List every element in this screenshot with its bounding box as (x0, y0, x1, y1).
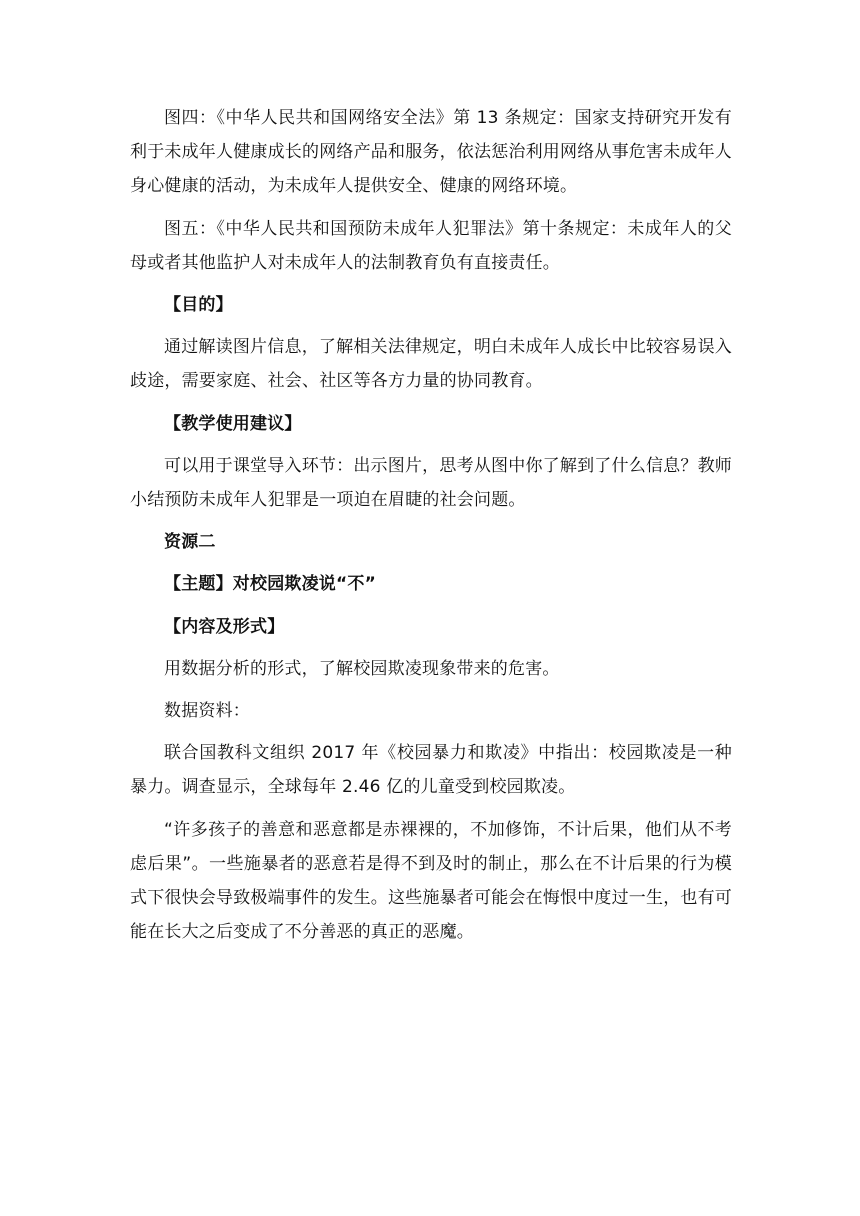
paragraph-data-analysis: 用数据分析的形式，了解校园欺凌现象带来的危害。 (164, 658, 560, 679)
heading-purpose: 【目的】 (164, 295, 233, 316)
paragraph-unesco-report: 联合国教科文组织 2017 年《校园暴力和欺凌》中指出：校园欺凌是一种暴力。调查显示，全球每年 2.46 亿的儿童受到校园欺凌。 (130, 743, 732, 798)
heading-resource-two: 资源二 (164, 532, 216, 553)
paragraph-teaching-suggestion: 可以用于课堂导入环节：出示图片，思考从图中你了解到了什么信息？教师小结预防未成年人犯罪是一项迫在眉睫的社会问题。 (130, 455, 732, 511)
paragraph-quote-analysis: “许多孩子的善意和恶意都是赤裸裸的，不加修饰，不计后果，他们从不考虑后果”。一些施暴者的恶意若是得不到及时的制止，那么在不计后果的行为模式下很快会导致极端事件的发生。这些施暴者可能会在悔恨中度过一生，也有可能在长大之后变成了不分善恶的真正的恶魔。 (130, 819, 732, 943)
heading-content-form: 【内容及形式】 (164, 616, 285, 637)
heading-teaching-suggestion: 【教学使用建议】 (164, 413, 302, 434)
paragraph-purpose: 通过解读图片信息，了解相关法律规定，明白未成年人成长中比较容易误入歧途，需要家庭、社会、社区等各方力量的协同教育。 (130, 337, 732, 392)
paragraph-figure-five: 图五：《中华人民共和国预防未成年人犯罪法》第十条规定：未成年人的父母或者其他监护人对未成年人的法制教育负有直接责任。 (130, 218, 732, 273)
paragraph-data-source-label: 数据资料： (164, 701, 250, 722)
heading-topic: 【主题】对校园欺凌说“不” (164, 574, 376, 595)
paragraph-figure-four: 图四：《中华人民共和国网络安全法》第 13 条规定：国家支持研究开发有利于未成年人健康成长的网络产品和服务，依法惩治利用网络从事危害未成年人身心健康的活动，为未成年人提供安全、健康的网络环境。 (130, 108, 732, 197)
document-body (130, 101, 732, 949)
